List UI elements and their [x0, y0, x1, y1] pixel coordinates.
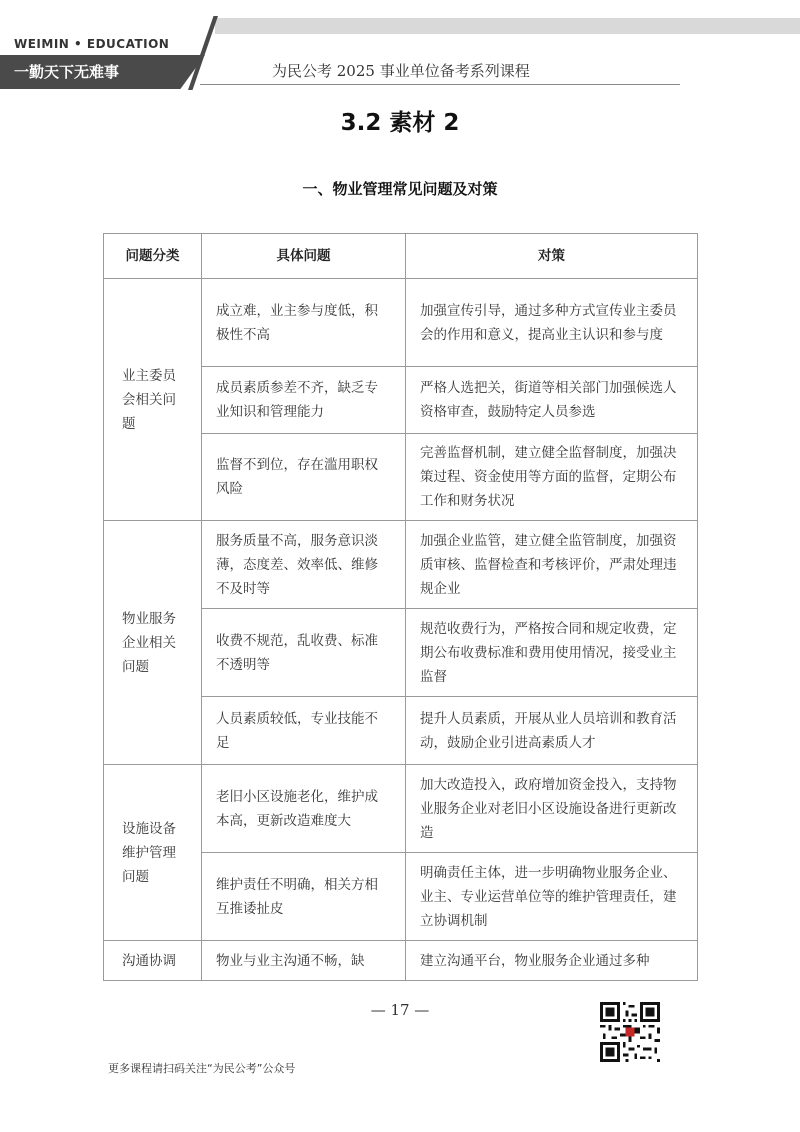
solution-cell: 完善监督机制，建立健全监督制度，加强决策过程、资金使用等方面的监督，定期公布工作和财务状况: [406, 434, 698, 521]
header-slogan: 一勤天下无难事: [14, 63, 120, 81]
header-solution: 对策: [406, 234, 698, 279]
problem-cell: 成员素质参差不齐，缺乏专业知识和管理能力: [202, 367, 406, 434]
solution-cell: 加大改造投入，政府增加资金投入，支持物业服务企业对老旧小区设施设备进行更新改造: [406, 765, 698, 853]
solution-cell: 明确责任主体，进一步明确物业服务企业、业主、专业运营单位等的维护管理责任，建立协调机制: [406, 853, 698, 941]
problem-cell: 人员素质较低，专业技能不足: [202, 697, 406, 765]
solution-cell: 提升人员素质，开展从业人员培训和教育活动，鼓励企业引进高素质人才: [406, 697, 698, 765]
table-row: [104, 279, 698, 367]
header-problem: 具体问题: [202, 234, 406, 279]
footer-note: 更多课程请扫码关注“为民公考”公众号: [108, 1062, 296, 1075]
header-slant-decoration: [188, 16, 218, 90]
table-row: [104, 941, 698, 981]
problem-cell: 老旧小区设施老化，维护成本高，更新改造难度大: [202, 765, 406, 853]
problem-cell: 服务质量不高，服务意识淡薄，态度差、效率低、维修不及时等: [202, 521, 406, 609]
category-cell: 业主委员会相关问题: [104, 279, 202, 521]
table-row: [104, 765, 698, 853]
solution-cell: 严格人选把关，街道等相关部门加强候选人资格审查，鼓励特定人员参选: [406, 367, 698, 434]
section-title: 一、物业管理常见问题及对策: [302, 180, 498, 198]
problems-table: [103, 233, 698, 981]
header-top-bar: [215, 18, 800, 34]
problem-cell: 成立难，业主参与度低，积极性不高: [202, 279, 406, 367]
solution-cell: 建立沟通平台，物业服务企业通过多种: [406, 941, 698, 981]
header-rule: [200, 84, 680, 85]
table-header-row: [104, 234, 698, 279]
solution-cell: 加强宣传引导，通过多种方式宣传业主委员会的作用和意义，提高业主认识和参与度: [406, 279, 698, 367]
solution-cell: 规范收费行为，严格按合同和规定收费，定期公布收费标准和费用使用情况，接受业主监督: [406, 609, 698, 697]
table-row: [104, 521, 698, 609]
header-category: 问题分类: [104, 234, 202, 279]
page-title: 3.2 素材 2: [340, 110, 460, 136]
category-cell: 物业服务企业相关问题: [104, 521, 202, 765]
header-brand: WEIMIN • EDUCATION: [14, 37, 170, 51]
qr-code-icon: [600, 1002, 660, 1062]
problem-cell: 监督不到位，存在滥用职权风险: [202, 434, 406, 521]
category-cell: 沟通协调: [104, 941, 202, 981]
header-course-title: 为民公考 2025 事业单位备考系列课程: [272, 62, 530, 80]
problem-cell: 物业与业主沟通不畅，缺: [202, 941, 406, 981]
problem-cell: 维护责任不明确，相关方相互推诿扯皮: [202, 853, 406, 941]
problem-cell: 收费不规范，乱收费、标准不透明等: [202, 609, 406, 697]
category-cell: 设施设备维护管理问题: [104, 765, 202, 941]
page-number: — 17 —: [370, 1001, 430, 1019]
solution-cell: 加强企业监管，建立健全监管制度，加强资质审核、监督检查和考核评价，严肃处理违规企业: [406, 521, 698, 609]
